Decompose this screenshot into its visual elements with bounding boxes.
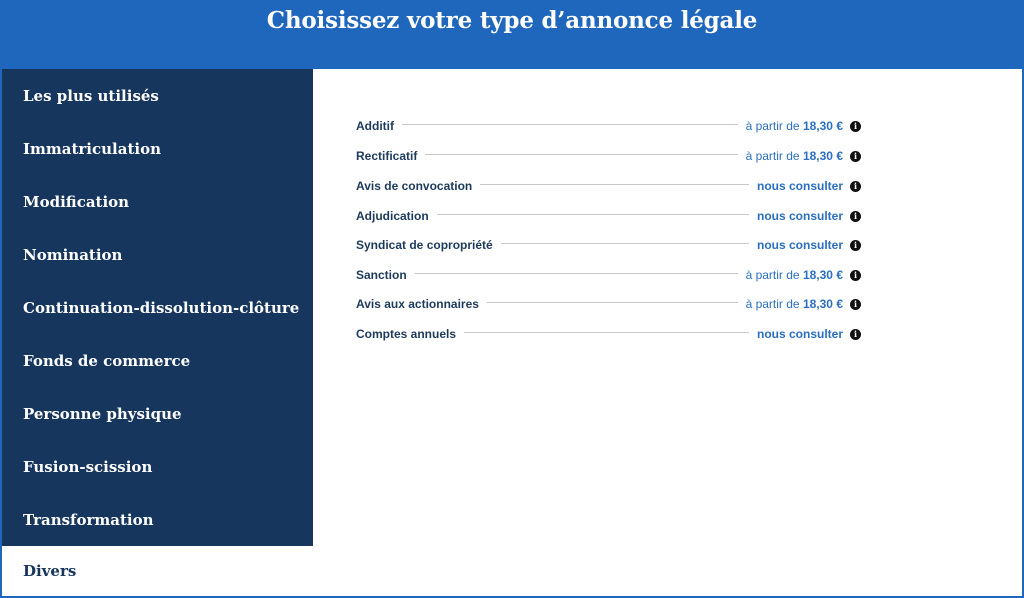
sidebar-item-label: Transformation	[23, 510, 154, 529]
sidebar-item-divers[interactable]	[2, 546, 313, 596]
info-icon[interactable]: i	[850, 181, 861, 192]
leader-line	[437, 214, 749, 215]
list-item	[356, 207, 861, 225]
info-icon[interactable]: i	[850, 240, 861, 251]
page-header	[0, 0, 1024, 68]
sidebar-item-label: Les plus utilisés	[23, 86, 159, 105]
announcement-price: à partir de 18,30 €	[745, 119, 843, 133]
announcement-price: à partir de 18,30 €	[745, 149, 843, 163]
sidebar-item-modification[interactable]	[2, 175, 313, 228]
announcement-price: nous consulter	[756, 209, 843, 223]
sidebar-item-label: Immatriculation	[23, 139, 162, 158]
list-item	[356, 295, 861, 313]
leader-line	[415, 273, 738, 274]
announcement-price: à partir de 18,30 €	[745, 268, 843, 282]
info-icon[interactable]: i	[850, 151, 861, 162]
sidebar-item-label: Nomination	[23, 245, 123, 264]
page-title: Choisissez votre type d’annonce légale	[266, 7, 758, 34]
announcement-name[interactable]: Additif	[356, 119, 394, 133]
info-icon[interactable]: i	[850, 329, 861, 340]
info-icon[interactable]: i	[850, 270, 861, 281]
announcement-name[interactable]: Rectificatif	[356, 149, 418, 163]
announcement-name[interactable]: Sanction	[356, 268, 407, 282]
list-item	[356, 236, 861, 254]
info-icon[interactable]: i	[850, 121, 861, 132]
sidebar-item-les-plus-utilises[interactable]	[2, 69, 313, 122]
category-sidebar	[2, 69, 313, 596]
leader-line	[425, 154, 737, 155]
announcement-name[interactable]: Syndicat de copropriété	[356, 238, 493, 252]
leader-line	[487, 302, 738, 303]
sidebar-item-label: Divers	[23, 562, 77, 580]
sidebar-item-fonds-de-commerce[interactable]	[2, 334, 313, 387]
list-item	[356, 147, 861, 165]
announcement-name[interactable]: Adjudication	[356, 209, 429, 223]
leader-line	[402, 124, 738, 125]
announcement-name[interactable]: Avis aux actionnaires	[356, 297, 479, 311]
sidebar-item-continuation-dissolution-cloture[interactable]	[2, 281, 313, 334]
sidebar-item-label: Fusion-scission	[23, 457, 153, 476]
sidebar-item-label: Fonds de commerce	[23, 351, 191, 370]
list-item	[356, 117, 861, 135]
announcement-name[interactable]: Comptes annuels	[356, 327, 457, 341]
list-item	[356, 266, 861, 284]
leader-line	[480, 184, 749, 185]
info-icon[interactable]: i	[850, 299, 861, 310]
sidebar-item-label: Personne physique	[23, 404, 182, 423]
announcement-list	[313, 69, 1022, 596]
announcement-price: nous consulter	[756, 327, 843, 341]
info-icon[interactable]: i	[850, 211, 861, 222]
announcement-price: nous consulter	[756, 238, 843, 252]
announcement-name[interactable]: Avis de convocation	[356, 179, 473, 193]
leader-line	[501, 243, 749, 244]
sidebar-item-fusion-scission[interactable]	[2, 440, 313, 493]
leader-line	[464, 332, 749, 333]
sidebar-item-label: Continuation-dissolution-clôture	[23, 298, 300, 317]
main-frame	[2, 69, 1022, 596]
announcement-price: à partir de 18,30 €	[745, 297, 843, 311]
list-item	[356, 325, 861, 343]
sidebar-item-personne-physique[interactable]	[2, 387, 313, 440]
sidebar-item-nomination[interactable]	[2, 228, 313, 281]
announcement-price: nous consulter	[756, 179, 843, 193]
sidebar-item-immatriculation[interactable]	[2, 122, 313, 175]
sidebar-item-transformation[interactable]	[2, 493, 313, 546]
sidebar-item-label: Modification	[23, 192, 130, 211]
list-item	[356, 177, 861, 195]
